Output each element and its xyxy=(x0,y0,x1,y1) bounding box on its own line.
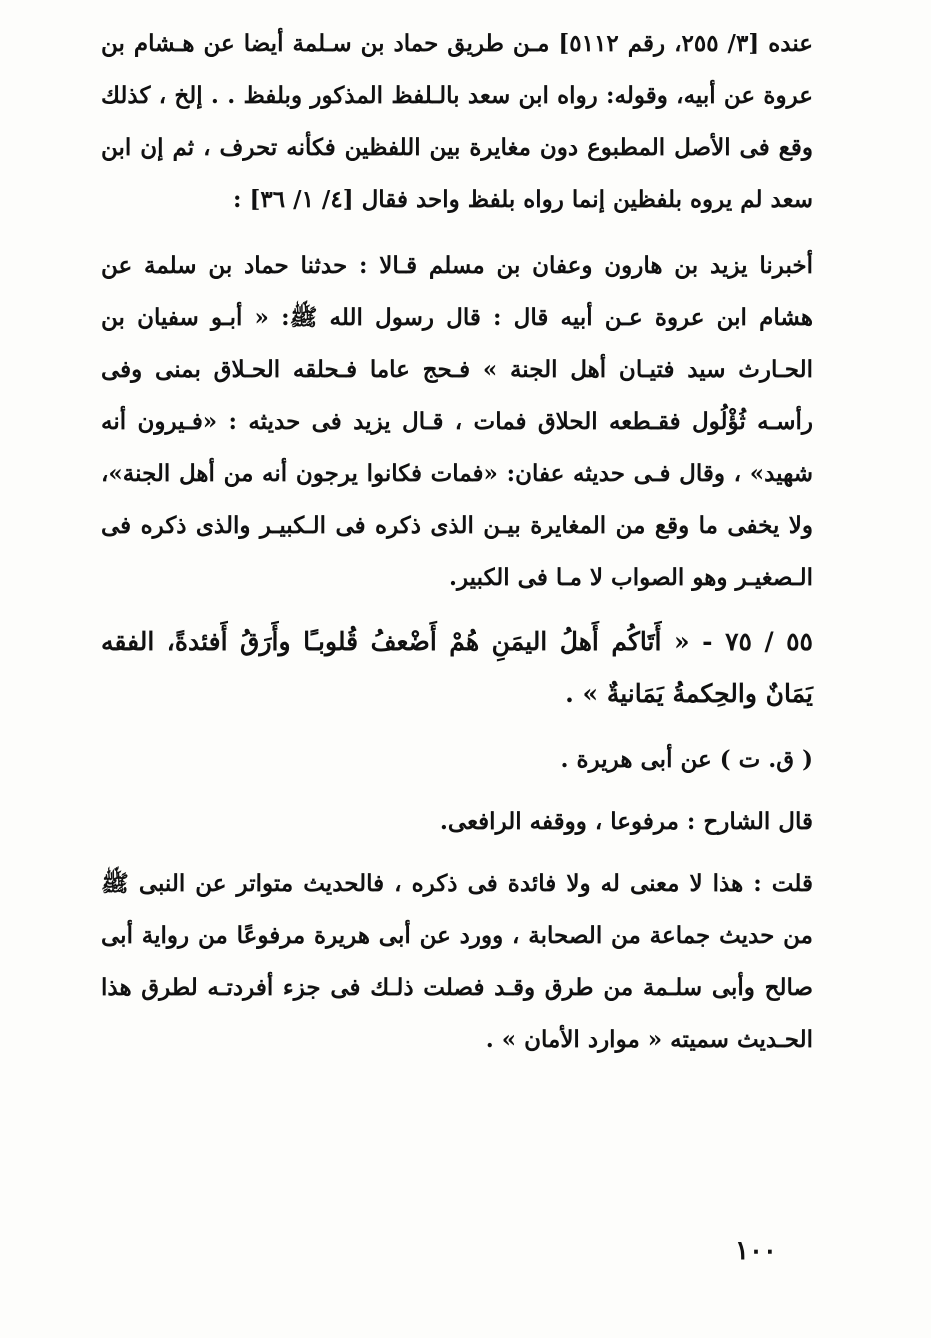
paragraph-sharih-note: قال الشارح : مرفوعا ، ووقفه الرافعى. xyxy=(439,808,813,835)
hadith-text: ٥٥ / ٧٥ - « أَتَاكُم أَهلُ اليمَنِ هُمْ أَضْعفُ قُلوبـًا وأَرَقُ أَفئدةً، الفقه يَمَانٌ والحِكمةُ يَمَانيةٌ » . xyxy=(101,627,813,708)
page-number: ١٠٠ xyxy=(735,1236,777,1266)
paragraph-author-comment: قلت : هذا لا معنى له ولا فائدة فى ذكره ، فالحديث متواتر عن النبى ﷺ من حديث جماعة من الصحابة ، وورد عن أبى هريرة مرفوعًا من رواية أبى صالح وأبى سلـمة من طرق وقـد فصلت ذلـك فى جزء أفردتـه لطرق هذا الحـديث سميته « موارد الأمان » . xyxy=(101,870,813,1053)
hadith-source: ( ق. ت ) عن أبى هريرة . xyxy=(560,746,813,773)
paragraph-ibn-saad-narration: أخبرنا يزيد بن هارون وعفان بن مسلم قـالا : حدثنا حماد بن سلمة عن هشام ابن عروة عـن أبيه قال : قال رسول الله ﷺ: « أبـو سفيان بن الحـارث سيد فتيـان أهل الجنة » فـحج عاما فـحلقه الحـلاق بمنى وفى رأسـه ثُؤْلُول فقـطعه الحلاق فمات ، قـال يزيد فى حديثه : «فـيرون أنه شهيد» ، وقال فـى حديثه عفان: «فمات فكانوا يرجون أنه من أهل الجنة»، ولا يخفى ما وقع من المغايرة بيـن الذى ذكره فى الـكبيـر والذى ذكره فى الـصغيـر وهو الصواب لا مـا فى الكبير. xyxy=(101,252,813,591)
paragraph-commentary-intro: عنده [٣/ ٢٥٥، رقم ٥١١٢] مـن طريق حماد بن سـلمة أيضا عن هـشام بن عروة عن أبيه، وقوله: رواه ابن سعد بالـلفظ المذكور وبلفظ . . إلخ ، كذلك وقع فى الأصل المطبوع دون مغايرة بين اللفظين فكأنه تحرف ، ثم إن ابن سعد لم يروه بلفظين إنما رواه بلفظ واحد فقال [٤/ ١/ ٣٦] : xyxy=(101,30,813,213)
